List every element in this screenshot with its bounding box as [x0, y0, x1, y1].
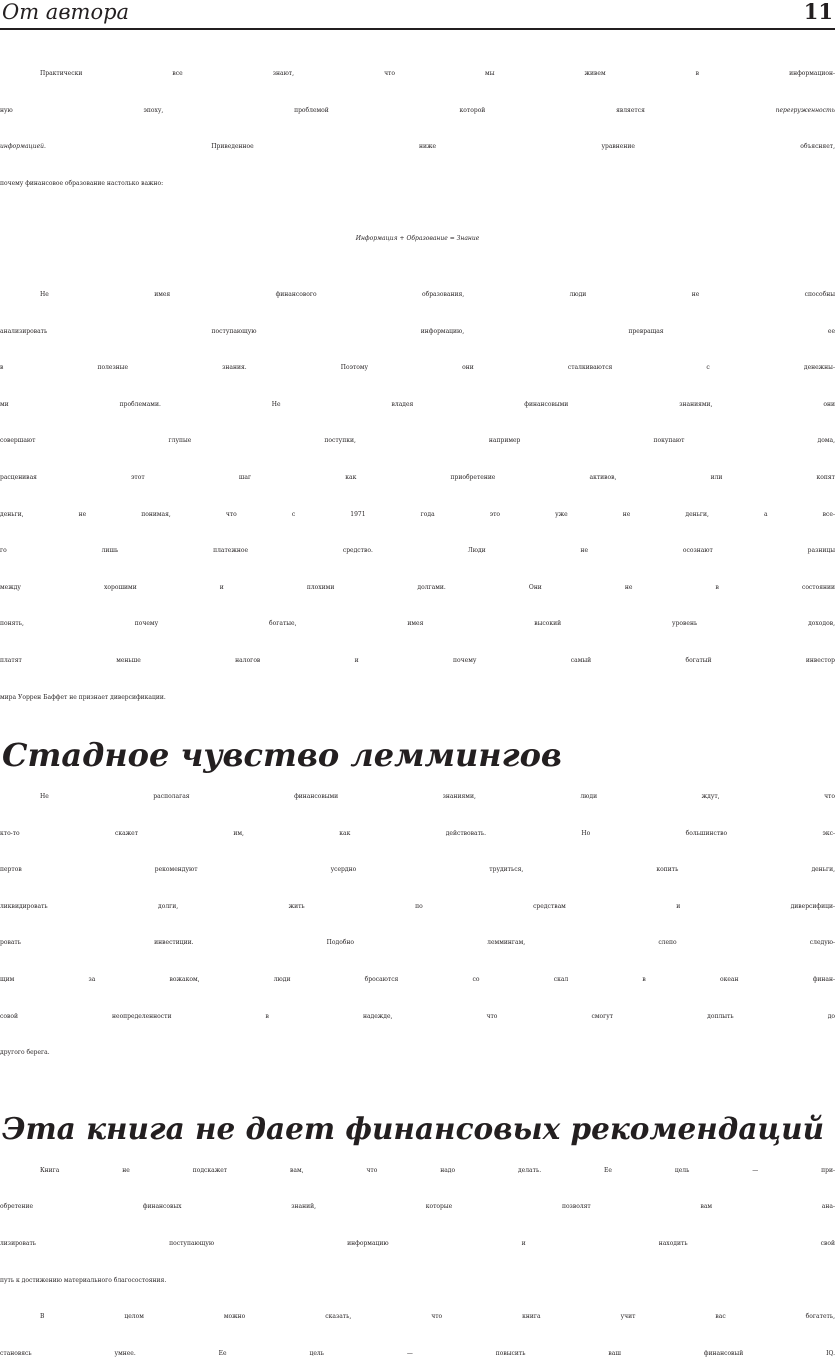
section-heading: Эта книга не дает финансовых рекомендаций: [2, 1110, 825, 1146]
text-line: путь к достижению материального благосостояния.: [0, 1276, 167, 1284]
paragraph-conclusion: [0, 1299, 835, 1372]
text-line: платят меньше налогов и почему самый богатый инвестор: [0, 656, 835, 664]
text-line: [0, 129, 835, 166]
formula: Информация + Образование = Знание: [355, 235, 480, 243]
text-line: анализировать поступающую информацию, превращая ее: [0, 327, 835, 335]
text-line: Практически все знают, что мы живем в информацион-: [40, 70, 835, 77]
section-heading: Стадное чувство леммингов: [2, 736, 562, 775]
paragraph-no-advice: [0, 1153, 835, 1299]
text-line: обретение финансовых знаний, которые позволят вам ана-: [0, 1203, 835, 1211]
text-line: деньги, не понимая, что с 1971 года это уже не деньги, а все-: [0, 510, 835, 518]
text-line: в полезные знания. Поэтому они сталкиваются с денежны-: [0, 364, 835, 372]
text-line: становясь умнее. Ее цель — повысить ваш финансовый IQ.: [0, 1349, 835, 1357]
text-line: [0, 93, 835, 130]
text-line: В целом можно сказать, что книга учит вас богатеть,: [40, 1313, 835, 1321]
text-line: ликвидировать долги, жить по средствам и диверсифици-: [0, 902, 835, 910]
paragraph-intro: [0, 56, 835, 202]
text-line: совой неопределенности в надежде, что смогут доплыть до: [0, 1012, 835, 1020]
paragraph-lemmings: [0, 779, 835, 1072]
text-line: ми проблемами. Не владея финансовыми знаниями, они: [0, 400, 835, 408]
emphasis-text: перегруженность: [775, 106, 835, 114]
text-span: ную эпоху, проблемой которой является: [0, 106, 776, 114]
text-line: понять, почему богатые, имея высокий уровень доходов,: [0, 620, 835, 628]
running-title: От автора: [2, 0, 130, 24]
text-line: другого берега.: [0, 1049, 50, 1057]
text-line: го лишь платежное средство. Люди не осознают разницы: [0, 547, 835, 555]
text-line: между хорошими и плохими долгами. Они не в состоянии: [0, 583, 835, 591]
page-body: [0, 56, 835, 1372]
text-line: совершают глупые поступки, например покупают дома,: [0, 437, 835, 445]
text-line: пертов рекомендуют усердно трудиться, копить деньги,: [0, 866, 835, 874]
text-line: мира Уоррен Баффет не признает диверсификации.: [0, 693, 166, 701]
text-line: расценивая этот шаг как приобретение активов, или копят: [0, 473, 835, 481]
text-line: кто-то скажет им, как действовать. Но большинство экс-: [0, 829, 835, 837]
text-line: лизировать поступающую информацию и находить свой: [0, 1240, 835, 1248]
text-line: щим за вожаком, люди бросаются со скал в океан финан-: [0, 976, 835, 984]
page-number: 11: [803, 0, 833, 24]
running-header: [0, 0, 835, 30]
emphasis-text: информацией: [0, 143, 44, 151]
text-line: ровать инвестиции. Подобно леммингам, слепо следую-: [0, 939, 835, 947]
text-line: почему финансовое образование настолько важно:: [0, 179, 164, 187]
text-line: Не имея финансового образования, люди не способны: [40, 290, 835, 298]
text-line: Книга не подскажет вам, что надо делать. Ее цель — при-: [40, 1166, 835, 1174]
text-line: Не располагая финансовыми знаниями, люди ждут, что: [40, 793, 835, 801]
paragraph-financial-education: [0, 277, 835, 716]
text-span: . Приведенное ниже уравнение объясняет,: [43, 143, 835, 151]
